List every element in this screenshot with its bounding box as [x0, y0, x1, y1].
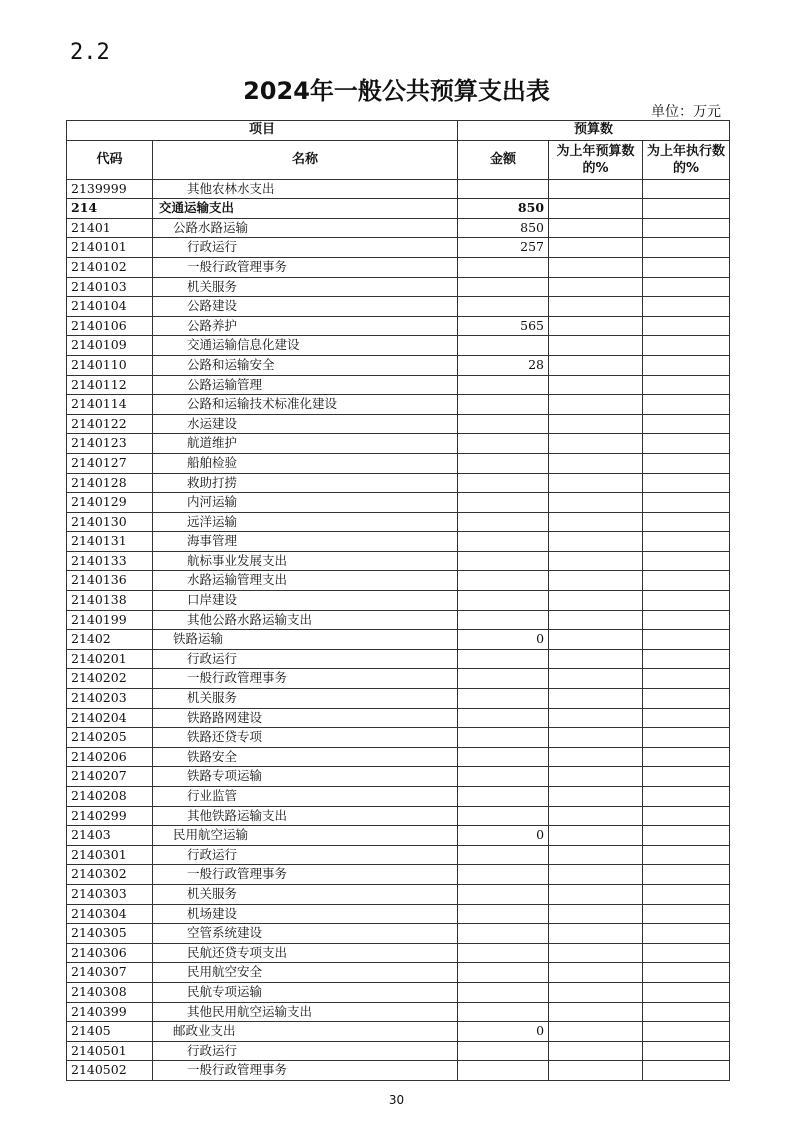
- row-code: 2140122: [67, 414, 153, 434]
- table-row: [67, 806, 730, 826]
- row-name: 远洋运输: [153, 512, 458, 532]
- row-pct-prev-exec: [643, 414, 730, 434]
- row-name: 交通运输支出: [153, 199, 458, 219]
- row-pct-prev-exec: [643, 689, 730, 709]
- row-amount: [458, 414, 549, 434]
- row-amount: [458, 728, 549, 748]
- table-row: [67, 767, 730, 787]
- table-row: [67, 884, 730, 904]
- row-code: 2140305: [67, 924, 153, 944]
- row-pct-prev-budget: [549, 277, 643, 297]
- row-code: 2140104: [67, 297, 153, 317]
- row-amount: [458, 336, 549, 356]
- row-pct-prev-budget: [549, 316, 643, 336]
- row-pct-prev-exec: [643, 297, 730, 317]
- table-row: [67, 532, 730, 552]
- row-pct-prev-exec: [643, 453, 730, 473]
- row-code: 2140299: [67, 806, 153, 826]
- table-row: [67, 787, 730, 807]
- row-pct-prev-budget: [549, 1061, 643, 1081]
- row-amount: [458, 943, 549, 963]
- row-pct-prev-budget: [549, 238, 643, 258]
- row-amount: [458, 904, 549, 924]
- row-pct-prev-exec: [643, 865, 730, 885]
- row-amount: [458, 375, 549, 395]
- row-amount: 850: [458, 199, 549, 219]
- row-pct-prev-exec: [643, 591, 730, 611]
- row-code: 2140204: [67, 708, 153, 728]
- row-amount: [458, 1002, 549, 1022]
- row-name: 一般行政管理事务: [153, 1061, 458, 1081]
- row-pct-prev-budget: [549, 1041, 643, 1061]
- row-code: 2140201: [67, 649, 153, 669]
- row-name: 铁路安全: [153, 747, 458, 767]
- row-amount: [458, 453, 549, 473]
- row-name: 公路和运输安全: [153, 355, 458, 375]
- row-pct-prev-exec: [643, 277, 730, 297]
- row-code: 21405: [67, 1022, 153, 1042]
- row-pct-prev-exec: [643, 806, 730, 826]
- header-amount: 金额: [458, 140, 549, 179]
- table-row: [67, 453, 730, 473]
- row-pct-prev-budget: [549, 473, 643, 493]
- row-amount: [458, 669, 549, 689]
- table-row: [67, 845, 730, 865]
- row-amount: [458, 532, 549, 552]
- row-name: 其他公路水路运输支出: [153, 610, 458, 630]
- row-name: 空管系统建设: [153, 924, 458, 944]
- row-name: 口岸建设: [153, 591, 458, 611]
- row-pct-prev-budget: [549, 806, 643, 826]
- table-row: [67, 865, 730, 885]
- row-code: 2140203: [67, 689, 153, 709]
- table-row: [67, 1002, 730, 1022]
- table-row: [67, 826, 730, 846]
- row-code: 2140207: [67, 767, 153, 787]
- row-name: 机场建设: [153, 904, 458, 924]
- table-row: [67, 571, 730, 591]
- row-pct-prev-budget: [549, 728, 643, 748]
- table-row: [67, 473, 730, 493]
- row-pct-prev-budget: [549, 414, 643, 434]
- row-code: 2140109: [67, 336, 153, 356]
- header-item: 项目: [67, 121, 458, 141]
- row-name: 公路建设: [153, 297, 458, 317]
- row-pct-prev-exec: [643, 787, 730, 807]
- row-code: 2139999: [67, 179, 153, 199]
- row-name: 公路运输管理: [153, 375, 458, 395]
- row-pct-prev-exec: [643, 963, 730, 983]
- table-row: [67, 199, 730, 219]
- row-pct-prev-exec: [643, 512, 730, 532]
- row-name: 公路养护: [153, 316, 458, 336]
- row-pct-prev-budget: [549, 355, 643, 375]
- row-amount: [458, 257, 549, 277]
- row-code: 2140106: [67, 316, 153, 336]
- row-amount: [458, 297, 549, 317]
- table-body: [67, 179, 730, 1080]
- row-pct-prev-budget: [549, 884, 643, 904]
- row-pct-prev-budget: [549, 845, 643, 865]
- row-amount: [458, 982, 549, 1002]
- row-code: 2140123: [67, 434, 153, 454]
- row-pct-prev-budget: [549, 199, 643, 219]
- row-pct-prev-exec: [643, 904, 730, 924]
- row-name: 一般行政管理事务: [153, 669, 458, 689]
- table-row: [67, 591, 730, 611]
- row-code: 2140129: [67, 493, 153, 513]
- row-pct-prev-exec: [643, 1002, 730, 1022]
- row-pct-prev-exec: [643, 728, 730, 748]
- row-name: 其他民用航空运输支出: [153, 1002, 458, 1022]
- row-code: 2140306: [67, 943, 153, 963]
- row-pct-prev-budget: [549, 179, 643, 199]
- row-code: 2140301: [67, 845, 153, 865]
- row-pct-prev-budget: [549, 453, 643, 473]
- row-pct-prev-budget: [549, 218, 643, 238]
- row-pct-prev-budget: [549, 395, 643, 415]
- row-pct-prev-exec: [643, 669, 730, 689]
- row-pct-prev-budget: [549, 571, 643, 591]
- row-pct-prev-budget: [549, 865, 643, 885]
- row-code: 2140501: [67, 1041, 153, 1061]
- row-amount: [458, 747, 549, 767]
- row-code: 2140399: [67, 1002, 153, 1022]
- table-row: [67, 434, 730, 454]
- row-amount: [458, 179, 549, 199]
- row-pct-prev-budget: [549, 649, 643, 669]
- row-pct-prev-budget: [549, 512, 643, 532]
- row-amount: [458, 493, 549, 513]
- row-amount: 0: [458, 630, 549, 650]
- row-code: 2140206: [67, 747, 153, 767]
- row-amount: [458, 1061, 549, 1081]
- row-pct-prev-budget: [549, 747, 643, 767]
- row-pct-prev-budget: [549, 1002, 643, 1022]
- row-amount: [458, 591, 549, 611]
- row-pct-prev-exec: [643, 179, 730, 199]
- row-name: 行政运行: [153, 649, 458, 669]
- row-pct-prev-exec: [643, 238, 730, 258]
- row-name: 铁路运输: [153, 630, 458, 650]
- row-amount: 257: [458, 238, 549, 258]
- row-pct-prev-budget: [549, 963, 643, 983]
- row-name: 公路水路运输: [153, 218, 458, 238]
- row-pct-prev-budget: [549, 767, 643, 787]
- row-amount: [458, 395, 549, 415]
- budget-expenditure-table: [66, 120, 730, 1081]
- row-amount: 850: [458, 218, 549, 238]
- row-code: 2140103: [67, 277, 153, 297]
- row-code: 2140128: [67, 473, 153, 493]
- table-row: [67, 708, 730, 728]
- row-name: 交通运输信息化建设: [153, 336, 458, 356]
- row-amount: [458, 845, 549, 865]
- row-code: 2140136: [67, 571, 153, 591]
- row-pct-prev-budget: [549, 630, 643, 650]
- row-name: 船舶检验: [153, 453, 458, 473]
- row-pct-prev-exec: [643, 218, 730, 238]
- row-code: 2140202: [67, 669, 153, 689]
- unit-label: 单位：万元: [651, 104, 721, 120]
- row-name: 铁路路网建设: [153, 708, 458, 728]
- row-pct-prev-exec: [643, 532, 730, 552]
- row-amount: [458, 865, 549, 885]
- row-name: 机关服务: [153, 689, 458, 709]
- row-pct-prev-exec: [643, 551, 730, 571]
- row-amount: [458, 571, 549, 591]
- table-row: [67, 963, 730, 983]
- table-row: [67, 512, 730, 532]
- table-row: [67, 747, 730, 767]
- row-amount: [458, 708, 549, 728]
- row-pct-prev-budget: [549, 434, 643, 454]
- row-name: 海事管理: [153, 532, 458, 552]
- row-pct-prev-exec: [643, 199, 730, 219]
- row-amount: [458, 277, 549, 297]
- table-row: [67, 238, 730, 258]
- row-code: 2140307: [67, 963, 153, 983]
- row-pct-prev-exec: [643, 473, 730, 493]
- row-amount: [458, 806, 549, 826]
- row-name: 一般行政管理事务: [153, 865, 458, 885]
- row-pct-prev-budget: [549, 1022, 643, 1042]
- row-code: 2140302: [67, 865, 153, 885]
- row-code: 2140308: [67, 982, 153, 1002]
- row-pct-prev-exec: [643, 924, 730, 944]
- row-name: 民用航空运输: [153, 826, 458, 846]
- table-row: [67, 414, 730, 434]
- table-row: [67, 179, 730, 199]
- row-code: 21401: [67, 218, 153, 238]
- row-code: 2140138: [67, 591, 153, 611]
- row-name: 内河运输: [153, 493, 458, 513]
- row-pct-prev-budget: [549, 610, 643, 630]
- table-row: [67, 1022, 730, 1042]
- row-pct-prev-budget: [549, 257, 643, 277]
- header-pct-prev-budget: 为上年预算数的%: [549, 140, 643, 179]
- row-amount: [458, 884, 549, 904]
- row-pct-prev-budget: [549, 826, 643, 846]
- row-pct-prev-exec: [643, 395, 730, 415]
- row-pct-prev-exec: [643, 630, 730, 650]
- row-code: 2140199: [67, 610, 153, 630]
- table-row: [67, 277, 730, 297]
- table-row: [67, 375, 730, 395]
- row-pct-prev-exec: [643, 434, 730, 454]
- table-row: [67, 218, 730, 238]
- header-pct-prev-exec: 为上年执行数的%: [643, 140, 730, 179]
- table-row: [67, 982, 730, 1002]
- row-pct-prev-exec: [643, 884, 730, 904]
- table-row: [67, 297, 730, 317]
- row-amount: [458, 963, 549, 983]
- row-code: 2140133: [67, 551, 153, 571]
- row-name: 民航专项运输: [153, 982, 458, 1002]
- row-name: 机关服务: [153, 277, 458, 297]
- table-row: [67, 355, 730, 375]
- table-row: [67, 316, 730, 336]
- row-name: 机关服务: [153, 884, 458, 904]
- row-code: 2140102: [67, 257, 153, 277]
- row-pct-prev-budget: [549, 669, 643, 689]
- row-amount: 28: [458, 355, 549, 375]
- row-name: 其他铁路运输支出: [153, 806, 458, 826]
- row-code: 2140502: [67, 1061, 153, 1081]
- table-row: [67, 395, 730, 415]
- row-pct-prev-budget: [549, 375, 643, 395]
- row-name: 铁路还贷专项: [153, 728, 458, 748]
- row-pct-prev-budget: [549, 591, 643, 611]
- row-amount: 0: [458, 826, 549, 846]
- row-amount: [458, 473, 549, 493]
- row-amount: 565: [458, 316, 549, 336]
- row-name: 行政运行: [153, 845, 458, 865]
- table-row: [67, 669, 730, 689]
- row-pct-prev-budget: [549, 689, 643, 709]
- row-code: 21402: [67, 630, 153, 650]
- table-row: [67, 924, 730, 944]
- row-code: 2140130: [67, 512, 153, 532]
- row-amount: [458, 924, 549, 944]
- row-pct-prev-budget: [549, 904, 643, 924]
- row-amount: [458, 787, 549, 807]
- row-amount: 0: [458, 1022, 549, 1042]
- row-amount: [458, 610, 549, 630]
- row-code: 2140110: [67, 355, 153, 375]
- row-pct-prev-exec: [643, 747, 730, 767]
- table-row: [67, 943, 730, 963]
- row-pct-prev-budget: [549, 336, 643, 356]
- table-row: [67, 649, 730, 669]
- row-name: 铁路专项运输: [153, 767, 458, 787]
- table-row: [67, 551, 730, 571]
- table-row: [67, 630, 730, 650]
- row-name: 行政运行: [153, 1041, 458, 1061]
- row-code: 214: [67, 199, 153, 219]
- page-number: 30: [388, 1093, 405, 1107]
- row-pct-prev-budget: [549, 551, 643, 571]
- row-name: 水路运输管理支出: [153, 571, 458, 591]
- row-name: 航道维护: [153, 434, 458, 454]
- row-code: 2140205: [67, 728, 153, 748]
- row-pct-prev-exec: [643, 708, 730, 728]
- row-name: 水运建设: [153, 414, 458, 434]
- row-pct-prev-exec: [643, 943, 730, 963]
- row-name: 公路和运输技术标准化建设: [153, 395, 458, 415]
- header-code: 代码: [67, 140, 153, 179]
- row-pct-prev-budget: [549, 297, 643, 317]
- row-pct-prev-exec: [643, 649, 730, 669]
- row-code: 21403: [67, 826, 153, 846]
- row-pct-prev-exec: [643, 316, 730, 336]
- table-row: [67, 610, 730, 630]
- row-name: 民用航空安全: [153, 963, 458, 983]
- row-pct-prev-exec: [643, 355, 730, 375]
- row-amount: [458, 1041, 549, 1061]
- row-pct-prev-exec: [643, 982, 730, 1002]
- row-pct-prev-budget: [549, 708, 643, 728]
- row-amount: [458, 767, 549, 787]
- row-pct-prev-exec: [643, 1041, 730, 1061]
- table-row: [67, 904, 730, 924]
- table-row: [67, 336, 730, 356]
- header-name: 名称: [153, 140, 458, 179]
- row-name: 行业监管: [153, 787, 458, 807]
- row-code: 2140208: [67, 787, 153, 807]
- row-name: 行政运行: [153, 238, 458, 258]
- table-row: [67, 1061, 730, 1081]
- row-pct-prev-exec: [643, 767, 730, 787]
- table-row: [67, 689, 730, 709]
- row-pct-prev-exec: [643, 257, 730, 277]
- row-pct-prev-exec: [643, 336, 730, 356]
- row-pct-prev-exec: [643, 1022, 730, 1042]
- row-amount: [458, 512, 549, 532]
- row-pct-prev-exec: [643, 1061, 730, 1081]
- row-code: 2140114: [67, 395, 153, 415]
- row-pct-prev-budget: [549, 924, 643, 944]
- row-pct-prev-exec: [643, 493, 730, 513]
- row-code: 2140112: [67, 375, 153, 395]
- row-code: 2140131: [67, 532, 153, 552]
- row-pct-prev-budget: [549, 982, 643, 1002]
- header-budget: 预算数: [458, 121, 730, 141]
- row-name: 其他农林水支出: [153, 179, 458, 199]
- table-row: [67, 728, 730, 748]
- table-row: [67, 257, 730, 277]
- row-amount: [458, 689, 549, 709]
- row-name: 一般行政管理事务: [153, 257, 458, 277]
- table-row: [67, 1041, 730, 1061]
- row-pct-prev-exec: [643, 610, 730, 630]
- page-title: 2024年一般公共预算支出表: [243, 77, 550, 105]
- row-name: 航标事业发展支出: [153, 551, 458, 571]
- row-code: 2140127: [67, 453, 153, 473]
- row-pct-prev-exec: [643, 571, 730, 591]
- row-pct-prev-exec: [643, 845, 730, 865]
- row-name: 邮政业支出: [153, 1022, 458, 1042]
- row-code: 2140303: [67, 884, 153, 904]
- row-amount: [458, 649, 549, 669]
- row-code: 2140101: [67, 238, 153, 258]
- row-code: 2140304: [67, 904, 153, 924]
- table-row: [67, 493, 730, 513]
- row-name: 民航还贷专项支出: [153, 943, 458, 963]
- section-number: 2.2: [70, 40, 110, 65]
- row-pct-prev-budget: [549, 532, 643, 552]
- row-name: 救助打捞: [153, 473, 458, 493]
- row-pct-prev-budget: [549, 493, 643, 513]
- row-amount: [458, 551, 549, 571]
- row-pct-prev-exec: [643, 826, 730, 846]
- row-pct-prev-budget: [549, 943, 643, 963]
- row-amount: [458, 434, 549, 454]
- row-pct-prev-exec: [643, 375, 730, 395]
- row-pct-prev-budget: [549, 787, 643, 807]
